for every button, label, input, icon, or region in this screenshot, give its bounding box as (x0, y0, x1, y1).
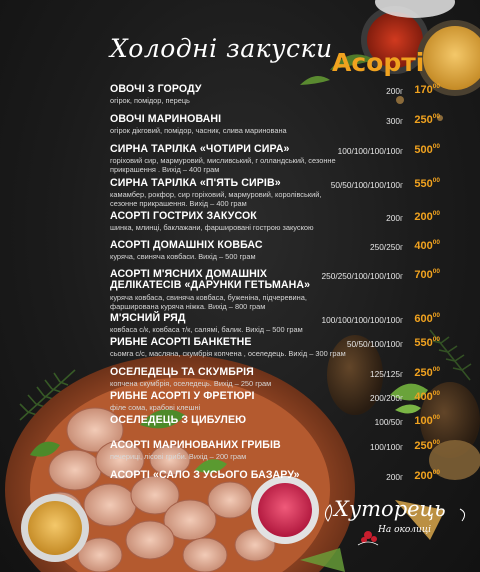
item-description: шинка, млинці, баклажани, фаршировані гострою закускою (110, 223, 314, 232)
item-price: $250^{00}$ (414, 439, 440, 452)
item-description: куряча, свиняча ковбаси. Вихід – 500 грам (110, 252, 256, 261)
item-name: ОВОЧІ З ГОРОДУ (110, 83, 202, 95)
item-description: горіховий сир, мармуровий, мисливський, г олландський, сезонне прикрашення . Вихід – 400 грам (110, 156, 336, 174)
item-weight: 100/100г (369, 442, 403, 452)
item-weight: 300г (386, 116, 403, 126)
item-description: сьомга с/с, масляна, скумбрія копчена , оселедець. Вихід – 300 грам (110, 349, 346, 358)
item-weight: 200г (386, 472, 403, 482)
item-weight: 100/100/100/100г (337, 146, 403, 156)
item-name: М'ЯСНИЙ РЯД (110, 312, 186, 324)
item-description: огірок дікговий, помідор, часник, слива маринована (110, 126, 287, 135)
item-name: РИБНЕ АСОРТІ БАНКЕТНЕ (110, 336, 252, 348)
section-title: Холодні закуски (110, 34, 333, 63)
item-weight: 50/50/100/100г (346, 339, 403, 349)
logo-subtitle: На околиці (378, 525, 431, 535)
restaurant-logo (320, 495, 470, 555)
item-description: ковбаса с/к, ковбаса т/к, салямі, балик. Вихід – 500 грам (110, 325, 303, 334)
item-price: $200^{00}$ (414, 469, 440, 482)
header (0, 0, 480, 90)
item-description: філе сома, крабові клешні (110, 403, 201, 412)
item-weight: 100/100/100/100/100г (321, 315, 403, 325)
item-weight: 250/250/100/100/100г (321, 271, 403, 281)
item-name: ОВОЧІ МАРИНОВАНІ (110, 113, 222, 125)
item-price: $600^{00}$ (414, 312, 440, 325)
item-name: АСОРТІ «САЛО З УСЬОГО БАЗАРУ» (110, 469, 300, 481)
item-weight: 200/200г (369, 393, 403, 403)
item-weight: 200г (386, 86, 403, 96)
item-name: СИРНА ТАРІЛКА «П'ЯТЬ СИРІВ» (110, 177, 281, 189)
section-subtitle: Асорті (332, 48, 425, 77)
item-name: АСОРТІ МАРИНОВАНИХ ГРИБІВ (110, 439, 281, 451)
item-price: $550^{00}$ (414, 177, 440, 190)
item-weight: 200г (386, 213, 403, 223)
item-price: $500^{00}$ (414, 143, 440, 156)
logo-title: Хуторець (334, 497, 446, 521)
item-price: $250^{00}$ (414, 113, 440, 126)
item-weight: 100/50г (374, 417, 403, 427)
item-price: $700^{00}$ (414, 268, 440, 281)
item-name: АСОРТІ М'ЯСНИХ ДОМАШНІХ ДЕЛІКАТЕСІВ «ДАРУНКИ ГЕТЬМАНА» (110, 268, 311, 292)
item-price: $170^{00}$ (414, 83, 440, 96)
item-description: копчена скумбрія, оселедець. Вихід – 250 грам (110, 379, 272, 388)
item-weight: 250/250г (369, 242, 403, 252)
item-price: $550^{00}$ (414, 336, 440, 349)
item-weight: 125/125г (369, 369, 403, 379)
item-description: огірок, помідор, перець (110, 96, 190, 105)
item-price: $100^{00}$ (414, 414, 440, 427)
item-name: ОСЕЛЕДЕЦЬ ТА СКУМБРІЯ (110, 366, 254, 378)
item-description: печериці, лісові гриби. Вихід – 200 грам (110, 452, 247, 461)
item-name: СИРНА ТАРІЛКА «ЧОТИРИ СИРА» (110, 143, 290, 155)
item-name: АСОРТІ ДОМАШНІХ КОВБАС (110, 239, 263, 251)
item-name: РИБНЕ АСОРТІ У ФРЕТЮРІ (110, 390, 255, 402)
item-description: камамбер, рокфор, сир горіховий, мармуровий, королівський, сезонне прикрашення. Вихід – 400 грам (110, 190, 322, 208)
item-price: $400^{00}$ (414, 239, 440, 252)
item-name: АСОРТІ ГОСТРИХ ЗАКУСОК (110, 210, 257, 222)
item-price: $400^{00}$ (414, 390, 440, 403)
item-description: куряча ковбаса, свиняча ковбаса, буженіна, підчеревина, фарширована куряча ніжка. Вихід – 800 грам (110, 293, 307, 311)
item-price: $250^{00}$ (414, 366, 440, 379)
item-name: ОСЕЛЕДЕЦЬ З ЦИБУЛЕЮ (110, 414, 247, 426)
item-weight: 50/50/100/100/100г (330, 180, 403, 190)
item-price: $200^{00}$ (414, 210, 440, 223)
